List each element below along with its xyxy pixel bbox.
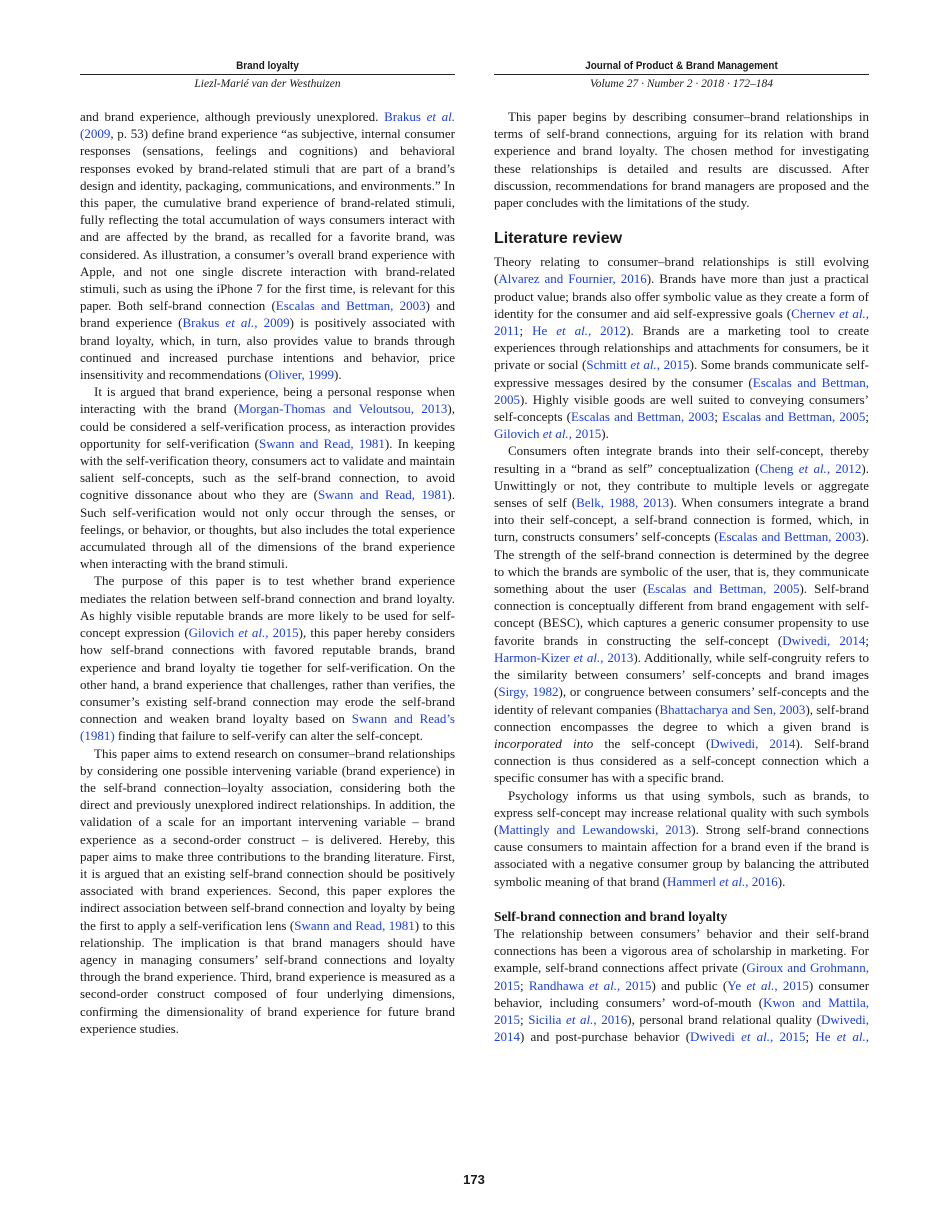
- right-column: [494, 108, 869, 1045]
- text-run: ) and brand experience (: [80, 298, 455, 331]
- text-run: ), this paper hereby considers how self-brand connections with favored reputable brands, brand experience and brand loyalty tie together for self-verification. On the other hand, a brand experience that challenges, rather than verifies, the consumer’s existing self-brand connection may erode the self-brand connection and weaken brand loyalty based on: [80, 625, 455, 727]
- paragraph: [494, 108, 869, 211]
- running-header-right: [494, 59, 869, 92]
- citation-link[interactable]: et al.: [741, 1029, 771, 1045]
- citation-link[interactable]: , 2013: [600, 649, 634, 665]
- text-run: ). Some brands communicate self-expressive messages desired by the consumer (: [494, 357, 869, 390]
- citation-link[interactable]: , 2015: [774, 977, 809, 993]
- citation-link[interactable]: et al.: [630, 357, 657, 373]
- header-rule: [494, 74, 869, 75]
- citation-link[interactable]: et al.: [426, 109, 455, 124]
- citation-link[interactable]: et al.: [798, 460, 827, 476]
- running-header-left: [80, 59, 455, 92]
- citation-link[interactable]: , 2015: [656, 357, 690, 373]
- citation-link[interactable]: Dwivedi, 2014: [494, 1011, 870, 1045]
- text-run: ). Unwittingly or not, they contribute to multiple levels or aggregate senses of self (: [494, 460, 869, 511]
- text-run: ;: [805, 1029, 816, 1045]
- citation-link[interactable]: , 2016: [593, 1011, 628, 1027]
- text-run: This paper begins by describing consumer–brand relationships in terms of self-brand connections, arguing for its relation with brand experience and brand loyalty. The chosen method for investigating these relationships is detailed and results are discussed. After discussion, recommendations for brand managers are proposed and the paper concludes with the limitations of the study.: [494, 109, 869, 211]
- paragraph: [494, 787, 869, 890]
- text-run: ). When consumers integrate a brand into their self-concept, a self-brand connection is formed, which, in turn, constructs consumers’ self-concepts (: [494, 495, 869, 545]
- text-run: ) to this relationship. The implication is that brand managers should have agency in managing consumers’ self-brand connections and loyalty through the brand experience. Third, brand experience is measured as a second-order construct composed of four underlying dimensions, confirming the dimensionality of brand experience for future brand experience studies.: [80, 917, 455, 1036]
- text-run: ) consumer behavior, including consumers’ word-of-mouth (: [494, 977, 870, 1010]
- text-run: ), could be considered a self-verification process, as interaction provides opportunity for self-verification (: [80, 401, 456, 451]
- citation-link[interactable]: Mattingly and Lewandowski, 2013: [498, 821, 692, 837]
- text-run: ). Additionally, while self-congruity refers to the similarity between consumers’ self-concepts and brand images (: [494, 649, 869, 700]
- text-run: It is argued that brand experience, being a personal response when interacting with the brand (: [80, 384, 455, 417]
- subsection-heading: Self-brand connection and brand loyalty: [494, 908, 728, 924]
- citation-link[interactable]: et al.: [836, 1029, 866, 1045]
- text-run: finding that failure to self-verify can alter the self-concept.: [114, 728, 423, 744]
- text-run: ;: [520, 977, 529, 993]
- text-run: ). Brands are a marketing tool to create experiences through relationships and attachments for consumers, be it private or social (: [494, 323, 870, 373]
- citation-link[interactable]: , 2012: [826, 460, 862, 476]
- citation-link[interactable]: , 2012: [587, 323, 627, 339]
- text-run: ), personal brand relational quality (: [627, 1011, 821, 1027]
- text-run: ) and post-purchase behavior (: [520, 1029, 691, 1045]
- text-run: the self-concept (: [593, 735, 711, 751]
- text-run: ;: [865, 409, 869, 425]
- text-run: The relationship between consumers’ behavior and their self-brand connections has been a vigorous area of scholarship in marketing. For example, self-brand connections affect private (: [494, 925, 869, 976]
- citation-link[interactable]: Morgan-Thomas and Veloutsou, 2013: [238, 401, 448, 417]
- text-run: ), or congruence between consumers’ self-concepts and the identity of relevant companies (: [494, 684, 869, 717]
- paragraph: [494, 442, 869, 786]
- citation-link[interactable]: Brakus: [182, 315, 226, 331]
- paragraph: [80, 572, 455, 744]
- citation-link[interactable]: Cheng: [759, 460, 799, 476]
- citation-link[interactable]: , 2009: [254, 315, 290, 331]
- citation-link[interactable]: Kwon and Mattila, 2015: [494, 994, 870, 1027]
- intro-body: [494, 108, 869, 211]
- left-body: [80, 108, 455, 1037]
- citation-link[interactable]: , 2015: [770, 1029, 806, 1045]
- text-run: Theory relating to consumer–brand relationships is still evolving (: [494, 254, 869, 287]
- citation-link[interactable]: Swann and Read, 1981: [258, 435, 385, 451]
- citation-link[interactable]: Escalas and Bettman, 2005: [647, 581, 800, 597]
- text-run: ).: [601, 426, 609, 442]
- citation-link[interactable]: Hammerl: [666, 873, 720, 889]
- citation-link[interactable]: , 2016: [745, 873, 778, 889]
- citation-link[interactable]: Giroux and Grohmann, 2015: [494, 960, 870, 993]
- text-run: and brand experience, although previously unexplored.: [80, 109, 385, 124]
- citation-link[interactable]: Escalas and Bettman, 2003: [275, 298, 426, 314]
- text-run: ) is positively associated with brand loyalty, which, in turn, also provides value to brands through continued and increased purchase intentions and behavior, price insensitivity and recommendations (: [80, 315, 455, 383]
- text-run: ). Highly visible goods are well suited to conveying consumers’ self-concepts (: [494, 391, 869, 425]
- text-run: ). The strength of the self-brand connection is determined by the degree to which the brands are symbolic of the user, that is, they communicate something about the user (: [494, 529, 869, 597]
- citation-link[interactable]: , 2011: [494, 305, 869, 339]
- citation-link[interactable]: Dwivedi, 2014: [710, 735, 796, 751]
- citation-link[interactable]: Gilovich: [494, 426, 543, 442]
- citation-link[interactable]: et al.: [839, 305, 866, 321]
- paragraph: [80, 108, 455, 383]
- text-run: ) and public (: [651, 977, 728, 993]
- text-run: ). In keeping with the self-verification theory, consumers act to validate and maintain salient self-concepts, such as the self-brand connection, to avoid cognitive dissonance about who they are (: [80, 435, 456, 503]
- running-title: Brand loyalty: [236, 60, 299, 72]
- citation-link[interactable]: Escalas and Bettman, 2003: [571, 409, 715, 425]
- paragraph: [494, 253, 869, 442]
- text-run: ). Self-brand connection is conceptually different from brand engagement with self-concept (BESC), which captures a generic consumer propensity to use favorite brands in constructing the self-concept (: [494, 581, 869, 648]
- text-run: ).: [334, 367, 342, 383]
- citation-link[interactable]: et al.: [573, 649, 601, 665]
- citation-link[interactable]: et al.: [719, 873, 746, 889]
- text-run: ;: [714, 409, 723, 425]
- journal-title: Journal of Product & Brand Management: [585, 60, 778, 72]
- citation-link[interactable]: Alvarez and Fournier, 2016: [498, 271, 647, 287]
- citation-link[interactable]: , 2015: [568, 426, 602, 442]
- citation-link[interactable]: , 2015: [617, 977, 652, 993]
- text-run: ). Strong self-brand connections cause consumers to maintain affection for a brand even if the brand is associated with a negative consumer group by balancing the attributed symbolic meaning of that brand (: [494, 821, 869, 889]
- citation-link[interactable]: (2009: [80, 126, 111, 142]
- citation-link[interactable]: Sicilia: [528, 1011, 567, 1027]
- citation-link[interactable]: Schmitt: [586, 357, 631, 373]
- text-run: ). Such self-verification would not only occur through the senses, or feelings, or behavior, or thoughts, but also includes the total experience accumulated through all of the dimensions of the brand experience when interacting with the brand stimuli.: [80, 487, 456, 572]
- citation-link[interactable]: Dwivedi: [690, 1029, 742, 1045]
- volume-info: Volume 27 · Number 2 · 2018 · 172–184: [589, 78, 774, 90]
- header-rule: [80, 74, 455, 75]
- citation-link[interactable]: Escalas and Bettman, 2005: [722, 409, 866, 425]
- citation-link[interactable]: Brakus: [384, 109, 427, 124]
- citation-link[interactable]: , 2015: [265, 625, 299, 641]
- citation-link[interactable]: et al.: [542, 426, 569, 442]
- paragraph: [80, 745, 455, 1037]
- citation-link[interactable]: Dwivedi, 2014: [782, 632, 866, 648]
- citation-link[interactable]: et al.: [225, 315, 255, 331]
- paragraph: [80, 383, 455, 572]
- text-run: ), self-brand connection encompasses the degree to which a given brand is: [494, 701, 869, 734]
- text-run: ;: [520, 1011, 529, 1027]
- text-run: incorporated into: [494, 735, 594, 751]
- citation-link[interactable]: Escalas and Bettman, 2005: [494, 374, 869, 407]
- citation-link[interactable]: Harmon-Kizer: [494, 649, 574, 665]
- citation-link[interactable]: et al.: [746, 977, 775, 993]
- citation-link[interactable]: Escalas and Bettman, 2003: [718, 529, 862, 545]
- text-run: ). Self-brand connection is thus considered as a self-concept connection which a specific consumer has with a specific brand.: [494, 735, 869, 786]
- subsection-body: [494, 925, 869, 1045]
- left-column: [80, 108, 455, 1037]
- citation-link[interactable]: et al.: [589, 977, 618, 993]
- citation-link[interactable]: Swann and Read, 1981: [317, 487, 448, 503]
- citation-link[interactable]: Randhawa: [528, 977, 590, 993]
- citation-link[interactable]: ,: [865, 1029, 869, 1045]
- paragraph: [494, 925, 869, 1045]
- citation-link[interactable]: Chernev: [791, 305, 840, 321]
- citation-link[interactable]: Bhattacharya and Sen, 2003: [659, 701, 806, 717]
- text-run: This paper aims to extend research on consumer–brand relationships by considering one possible intervening variable (brand experience) in the self-brand connection–loyalty association, considering both the direct and previously unexplored indirect relationships. In addition, the validation of a scale for an important intervening variable – brand experience as a second-order construct – is delivered. Hereby, this paper aims to make three contributions to the branding literature. First, it is argued that an existing self-brand connection should be positively associated with brand experiences. Second, this paper explores the indirect association between self-brand connection and loyalty by being the first to apply a self-verification lens (: [80, 745, 455, 933]
- citation-link[interactable]: Oliver, 1999: [268, 367, 335, 383]
- citation-link[interactable]: Swann and Read, 1981: [294, 917, 415, 933]
- text-run: ;: [865, 632, 869, 648]
- text-run: ;: [519, 323, 533, 339]
- citation-link[interactable]: Swann and Read’s (1981): [80, 711, 455, 744]
- citation-link[interactable]: Gilovich: [188, 625, 239, 641]
- citation-link[interactable]: et al.: [556, 323, 588, 339]
- citation-link[interactable]: Belk, 1988, 2013: [576, 495, 670, 511]
- page-number: 173: [463, 1172, 485, 1187]
- text-run: Psychology informs us that using symbols, such as brands, to express self-concept may increase relational quality with such symbols (: [494, 787, 869, 837]
- text-run: , p. 53) define brand experience “as subjective, internal consumer responses (sensations, feelings and cognitions) and behavioral responses evoked by brand-related stimuli that are part of a brand’s design and identity, packaging, communications, and environments.” In this paper, the cumulative brand experience of brand-related stimuli, fully reflecting the total accumulation of ways consumers interact with and are affected by the brand, as recalled for a favorite brand, was considered. As illustration, a consumer’s overall brand experience with Apple, and not one single discrete interaction with brand-related stimuli, such as using the iPhone 7 for the first time, is relevant for this paper. Both self-brand connection (: [80, 126, 455, 314]
- citation-link[interactable]: Ye: [727, 977, 747, 993]
- citation-link[interactable]: et al.: [238, 625, 266, 641]
- text-run: Consumers often integrate brands into their self-concept, thereby resulting in a “brand as self” conceptualization (: [494, 443, 869, 476]
- citation-link[interactable]: He: [532, 323, 557, 339]
- citation-link[interactable]: He: [815, 1029, 837, 1045]
- citation-link[interactable]: Sirgy, 1982: [498, 684, 559, 700]
- literature-review-body: [494, 253, 869, 890]
- text-run: ).: [777, 873, 786, 889]
- text-run: ). Brands have more than just a practical product value; brands also offer symbolic value as they create a form of identity for the consumer and aid self-expressive goals (: [494, 271, 869, 321]
- citation-link[interactable]: et al.: [566, 1011, 594, 1027]
- author-name: Liezl-Marié van der Westhuizen: [194, 78, 341, 90]
- text-run: The purpose of this paper is to test whether brand experience mediates the relation between self-brand connection and brand loyalty. As highly visible reputable brands are more likely to be used for self-concept expression (: [80, 573, 455, 641]
- section-heading-literature-review: Literature review: [494, 230, 623, 248]
